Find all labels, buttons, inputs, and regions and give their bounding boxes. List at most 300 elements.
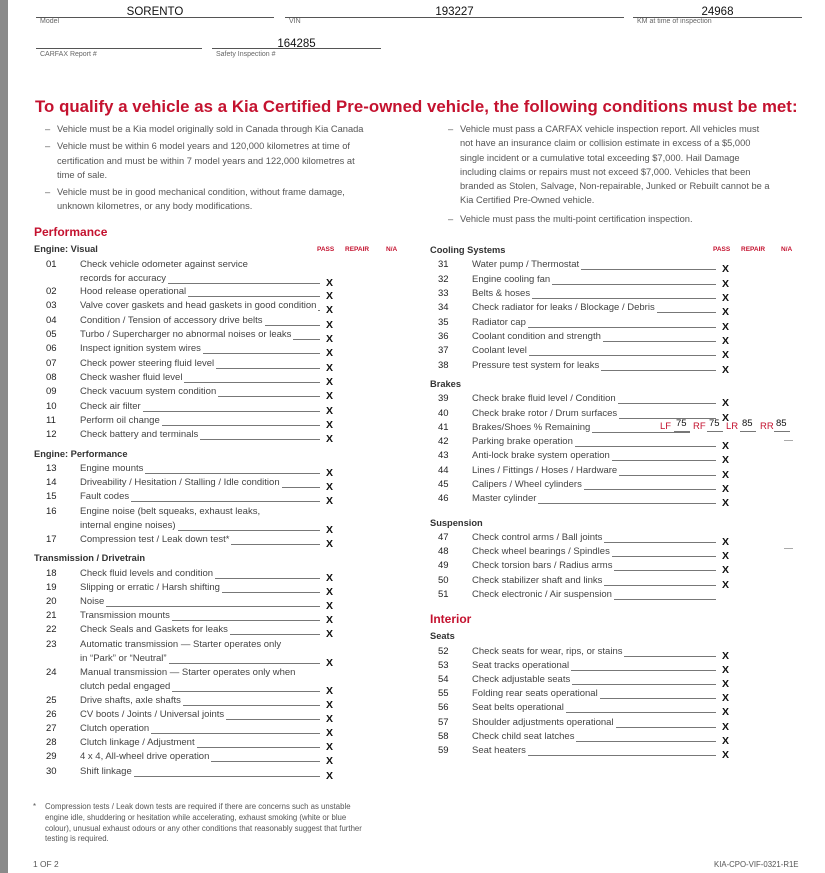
pass-check-mark[interactable]: X (326, 481, 334, 493)
col-repair-right: REPAIR (741, 246, 766, 253)
item-number: 41 (438, 422, 449, 433)
fill-line (106, 606, 320, 607)
pass-check-mark[interactable]: X (722, 650, 730, 662)
model-field[interactable] (36, 6, 274, 28)
item-number: 52 (438, 646, 449, 657)
pass-check-mark[interactable]: X (722, 497, 730, 509)
item-number: 56 (438, 702, 449, 713)
checklist-item-38 (438, 359, 734, 376)
checklist-item-58 (438, 730, 734, 747)
fill-line (592, 432, 690, 433)
fill-line (215, 578, 320, 579)
item-label: Check adjustable seats (472, 674, 571, 685)
pass-check-mark[interactable]: X (722, 536, 730, 548)
checklist-item-04 (46, 314, 338, 331)
pass-check-mark[interactable]: X (326, 405, 334, 417)
item-label: Check stabilizer shaft and links (472, 575, 603, 586)
checklist-item-56 (438, 701, 734, 718)
checklist-item-51 (438, 588, 734, 602)
pass-check-mark[interactable]: X (326, 755, 334, 767)
col-repair-left: REPAIR (345, 246, 370, 253)
pass-check-mark[interactable]: X (326, 495, 334, 507)
pass-check-mark[interactable]: X (326, 656, 334, 669)
item-number: 21 (46, 610, 57, 621)
dash-bullet: – (448, 124, 454, 134)
checklist-item-22 (46, 623, 338, 640)
condition-item (446, 212, 806, 226)
pass-check-mark[interactable]: X (326, 290, 334, 302)
fill-line (222, 592, 320, 593)
item-label: Lines / Fittings / Hoses / Hardware (472, 465, 618, 476)
pass-check-mark[interactable]: X (722, 335, 730, 347)
viewer-left-border (0, 0, 8, 873)
pass-check-mark[interactable]: X (326, 276, 334, 289)
fill-line (293, 339, 320, 340)
item-label: Check power steering fluid level (80, 358, 215, 369)
footnote-line: Compression tests / Leak down tests are required if there are concerns such as unstable (45, 802, 351, 811)
fill-line (188, 296, 320, 297)
pass-check-mark[interactable]: X (326, 304, 334, 316)
checklist-item-54 (438, 673, 734, 690)
checklist-item-41 (438, 421, 734, 435)
item-label: Hood release operational (80, 286, 187, 297)
item-number: 29 (46, 751, 57, 762)
pass-check-mark[interactable]: X (326, 333, 334, 345)
checklist-item-36 (438, 330, 734, 347)
pass-check-mark[interactable]: X (722, 550, 730, 562)
item-number: 34 (438, 302, 449, 313)
fill-line (601, 370, 716, 371)
brake-percent-value[interactable]: 85 (742, 418, 753, 429)
item-label: Coolant condition and strength (472, 331, 601, 342)
fill-line (231, 544, 320, 545)
brake-percent-underline (774, 431, 790, 432)
checklist-item-29 (46, 750, 338, 767)
pass-check-mark[interactable]: X (326, 390, 334, 402)
pass-check-mark[interactable]: X (722, 321, 730, 333)
checklist-item-03 (46, 299, 338, 316)
footnote-marker: * (33, 802, 37, 811)
item-label: Check radiator for leaks / Blockage / Debris (472, 302, 655, 313)
pass-check-mark[interactable]: X (722, 579, 730, 591)
pass-check-mark[interactable]: X (326, 319, 334, 331)
item-label: Check washer fluid level (80, 372, 183, 383)
conditions-right (446, 122, 806, 230)
fill-line (200, 439, 320, 440)
item-number: 11 (46, 415, 56, 426)
item-label: Inspect ignition system wires (80, 343, 201, 354)
item-number: 47 (438, 532, 449, 543)
fill-line (197, 747, 320, 748)
checklist-item-21 (46, 609, 338, 626)
fill-line (532, 298, 716, 299)
item-label: Shift linkage (80, 766, 132, 777)
fill-line (151, 733, 320, 734)
item-label: Master cylinder (472, 493, 537, 504)
fill-line (282, 487, 320, 488)
model-underline (36, 17, 274, 18)
qualification-headline: To qualify a vehicle as a Kia Certified Pre-owned vehicle, the following conditions must be met: (35, 97, 798, 116)
item-label: Check brake rotor / Drum surfaces (472, 408, 618, 419)
safety-label: Safety Inspection # (216, 51, 276, 58)
km-field[interactable] (633, 6, 802, 28)
pass-check-mark[interactable]: X (326, 713, 334, 725)
fill-line (604, 585, 716, 586)
safety-field[interactable] (212, 38, 381, 60)
fill-line (134, 776, 320, 777)
fill-line (576, 741, 716, 742)
item-number: 33 (438, 288, 449, 299)
pass-check-mark[interactable]: X (722, 412, 730, 424)
brake-percent-underline (707, 431, 723, 432)
item-number: 04 (46, 315, 57, 326)
brake-position-label: LR (726, 421, 739, 432)
checklist-item-13 (46, 462, 338, 479)
item-label: Brakes/Shoes % Remaining (472, 422, 591, 433)
item-label: Parking brake operation (472, 436, 573, 447)
pass-check-mark[interactable]: X (722, 292, 730, 304)
item-number: 46 (438, 493, 449, 504)
fill-line (145, 473, 320, 474)
pass-check-mark[interactable]: X (722, 397, 730, 409)
fill-line (265, 325, 320, 326)
pass-check-mark[interactable]: X (326, 433, 334, 445)
condition-text: single incident or a cumulative total exceeding $7,000. Hail Damage (460, 152, 740, 163)
checklist-item-35 (438, 316, 734, 333)
checklist-item-01 (46, 258, 338, 289)
form-code: KIA-CPO-VIF-0321-R1E (714, 860, 799, 869)
item-label: Engine mounts (80, 463, 144, 474)
fill-line (318, 310, 320, 311)
pass-check-mark[interactable]: X (722, 678, 730, 690)
checklist-item-52 (438, 645, 734, 662)
fill-line (226, 719, 320, 720)
item-label: in “Park” or “Neutral” (80, 652, 167, 664)
fill-line (172, 691, 320, 692)
safety-value: 164285 (277, 38, 316, 50)
item-number: 59 (438, 745, 449, 756)
fill-line (203, 353, 320, 354)
fill-line (184, 382, 320, 383)
condition-item (446, 122, 806, 208)
pass-check-mark[interactable]: X (326, 586, 334, 598)
pass-check-mark[interactable]: X (722, 692, 730, 704)
pass-check-mark[interactable]: X (722, 306, 730, 318)
brake-percent-underline (674, 431, 690, 432)
dash-bullet: – (45, 187, 51, 198)
item-number: 42 (438, 436, 449, 447)
item-label: Coolant level (472, 345, 527, 356)
checklist-item-16 (46, 505, 338, 536)
checklist-item-25 (46, 694, 338, 711)
pass-check-mark[interactable]: X (326, 741, 334, 753)
checklist-item-30 (46, 765, 338, 782)
item-label: Manual transmission — Starter operates only when (80, 667, 296, 678)
pass-check-mark[interactable]: X (326, 572, 334, 584)
pass-check-mark[interactable]: X (722, 278, 730, 290)
item-number: 26 (46, 709, 57, 720)
item-label: Check brake fluid level / Condition (472, 393, 616, 404)
vin-value: 193227 (435, 6, 474, 18)
pass-check-mark[interactable]: X (722, 564, 730, 576)
item-number: 23 (46, 639, 57, 650)
km-value: 24968 (701, 6, 734, 18)
pass-check-mark[interactable]: X (326, 538, 334, 550)
dash-bullet: – (45, 124, 51, 134)
checklist-item-50 (438, 574, 734, 591)
section-interior: Interior (430, 612, 472, 626)
item-label: Check vehicle odometer against service (80, 259, 248, 270)
checklist-item-47 (438, 531, 734, 548)
na-dash-mark (784, 548, 793, 549)
checklist-item-37 (438, 344, 734, 361)
pass-check-mark[interactable]: X (722, 263, 730, 275)
item-label: Engine noise (belt squeaks, exhaust leaks, (80, 506, 261, 517)
group-transmission: Transmission / Drivetrain (34, 553, 146, 563)
pass-check-mark[interactable]: X (326, 699, 334, 711)
section-performance: Performance (34, 225, 108, 239)
item-number: 03 (46, 300, 57, 311)
checklist-item-26 (46, 708, 338, 725)
item-number: 06 (46, 343, 57, 354)
brake-position-label: LF (660, 421, 672, 432)
inspection-form-page (8, 0, 825, 873)
pass-check-mark[interactable]: X (326, 614, 334, 626)
item-number: 12 (46, 429, 57, 440)
item-number: 43 (438, 450, 449, 461)
item-label: Seat tracks operational (472, 660, 570, 671)
item-label: Water pump / Thermostat (472, 259, 580, 270)
item-label: internal engine noises) (80, 519, 176, 531)
pass-check-mark[interactable]: X (326, 727, 334, 739)
item-number: 39 (438, 393, 449, 404)
fill-line (572, 684, 716, 685)
fill-line (230, 634, 320, 635)
item-label: Check torsion bars / Radius arms (472, 560, 613, 571)
item-number: 54 (438, 674, 449, 685)
item-number: 57 (438, 717, 449, 728)
fill-line (178, 530, 320, 531)
fill-line (618, 403, 716, 404)
pass-check-mark[interactable]: X (326, 467, 334, 479)
item-label: Condition / Tension of accessory drive belts (80, 315, 263, 326)
fill-line (612, 556, 716, 557)
checklist-item-02 (46, 285, 338, 302)
pass-check-mark[interactable]: X (326, 347, 334, 359)
checklist-item-11 (46, 414, 338, 431)
item-number: 10 (46, 401, 57, 412)
item-label: Turbo / Supercharger no abnormal noises or leaks (80, 329, 292, 340)
item-number: 49 (438, 560, 449, 571)
checklist-item-20 (46, 595, 338, 612)
pass-check-mark[interactable]: X (722, 706, 730, 718)
checklist-item-17 (46, 533, 338, 550)
item-number: 16 (46, 506, 57, 517)
group-brakes: Brakes (430, 379, 462, 389)
item-label: Pressure test system for leaks (472, 360, 600, 371)
condition-text: time of sale. (57, 169, 108, 180)
pass-check-mark[interactable]: X (722, 349, 730, 361)
fill-line (218, 396, 320, 397)
carfax-field[interactable] (36, 38, 202, 60)
item-label: Seat heaters (472, 745, 526, 756)
fill-line (624, 656, 716, 657)
brake-position-label: RR (760, 421, 774, 432)
pass-check-mark[interactable]: X (722, 440, 730, 452)
item-number: 55 (438, 688, 449, 699)
checklist-item-45 (438, 478, 734, 495)
brake-percent-value[interactable]: 75 (709, 418, 720, 429)
checklist-item-59 (438, 744, 734, 761)
pass-check-mark[interactable]: X (326, 684, 334, 697)
group-engine-performance: Engine: Performance (34, 449, 128, 459)
fill-line (183, 705, 320, 706)
item-label: Slipping or erratic / Harsh shifting (80, 582, 220, 593)
vin-underline (285, 17, 624, 18)
fill-line (538, 503, 716, 504)
footnote-text (45, 802, 362, 845)
item-number: 58 (438, 731, 449, 742)
item-number: 50 (438, 575, 449, 586)
checklist-item-46 (438, 492, 734, 509)
fill-line (168, 283, 320, 284)
pass-check-mark[interactable]: X (722, 483, 730, 495)
fill-line (528, 755, 716, 756)
col-na-left: N/A (386, 246, 398, 253)
item-number: 22 (46, 624, 57, 635)
checklist-item-24 (46, 666, 338, 697)
item-label: Check child seat latches (472, 731, 575, 742)
checklist-item-57 (438, 716, 734, 733)
pass-check-mark[interactable]: X (722, 364, 730, 376)
item-label: Noise (80, 596, 105, 607)
vin-field[interactable] (285, 6, 624, 28)
condition-text: Kia Certified Pre-Owned vehicle. (460, 195, 595, 206)
item-label: Driveability / Hesitation / Stalling / Idle condition (80, 477, 280, 488)
item-number: 08 (46, 372, 57, 383)
pass-check-mark[interactable]: X (722, 749, 730, 761)
fill-line (143, 411, 320, 412)
pass-check-mark[interactable]: X (722, 721, 730, 733)
fill-line (604, 542, 716, 543)
checklist-item-09 (46, 385, 338, 402)
condition-item (43, 185, 403, 214)
condition-text: Vehicle must be within 6 model years and 120,000 kilometres at time of (57, 141, 351, 152)
fill-line (162, 425, 320, 426)
checklist-item-53 (438, 659, 734, 676)
pass-check-mark[interactable]: X (326, 376, 334, 388)
carfax-underline (36, 48, 202, 49)
fill-line (612, 460, 716, 461)
condition-text: Vehicle must be in good mechanical condition, without frame damage, (57, 187, 345, 198)
item-label: Automatic transmission — Starter operates only (80, 639, 282, 650)
item-label: Belts & hoses (472, 288, 531, 299)
fill-line (529, 355, 716, 356)
item-number: 15 (46, 491, 57, 502)
brake-percent-value[interactable]: 85 (776, 418, 787, 429)
condition-text: not have an insurance claim or collision estimate in excess of a $5,000 (460, 138, 751, 149)
pass-check-mark[interactable]: X (722, 664, 730, 676)
pass-check-mark[interactable]: X (722, 454, 730, 466)
pass-check-mark[interactable]: X (326, 362, 334, 374)
item-number: 24 (46, 667, 57, 678)
col-pass-right: PASS (713, 246, 731, 253)
checklist-item-42 (438, 435, 734, 452)
item-number: 35 (438, 317, 449, 328)
pass-check-mark[interactable]: X (722, 469, 730, 481)
item-number: 20 (46, 596, 57, 607)
item-label: Clutch linkage / Adjustment (80, 737, 195, 748)
item-label: Compression test / Leak down test* (80, 534, 230, 545)
pass-check-mark[interactable]: X (722, 735, 730, 747)
checklist-item-06 (46, 342, 338, 359)
pass-check-mark[interactable]: X (326, 770, 334, 782)
conditions-left (43, 122, 403, 217)
item-label: Anti-lock brake system operation (472, 450, 610, 461)
pass-check-mark[interactable]: X (326, 628, 334, 640)
item-number: 45 (438, 479, 449, 490)
item-number: 31 (438, 259, 449, 270)
checklist-item-31 (438, 258, 734, 275)
item-number: 38 (438, 360, 449, 371)
fill-line (657, 312, 716, 313)
condition-text: unknown kilometres, or any body modifications. (57, 201, 253, 212)
checklist-item-12 (46, 428, 338, 445)
condition-item (43, 139, 403, 182)
vin-label: VIN (289, 18, 301, 25)
pass-check-mark[interactable]: X (326, 600, 334, 612)
fill-line (616, 727, 716, 728)
safety-underline (212, 48, 381, 49)
group-engine-visual: Engine: Visual (34, 244, 98, 254)
pass-check-mark[interactable]: X (326, 523, 334, 536)
dash-bullet: – (448, 213, 454, 224)
condition-text: Vehicle must pass the multi-point certification inspection. (460, 213, 693, 224)
footnote-line: testing is required. (45, 834, 109, 844)
item-label: Radiator cap (472, 317, 526, 328)
condition-item (43, 122, 403, 136)
group-suspension: Suspension (430, 518, 483, 528)
item-number: 19 (46, 582, 57, 593)
checklist-item-28 (46, 736, 338, 753)
item-number: 44 (438, 465, 449, 476)
item-number: 27 (46, 723, 57, 734)
item-label: Folding rear seats operational (472, 688, 598, 699)
item-number: 37 (438, 345, 449, 356)
item-number: 40 (438, 408, 449, 419)
item-label: Check electronic / Air suspension (472, 589, 612, 600)
item-label: Check Seals and Gaskets for leaks (80, 624, 228, 635)
fill-line (600, 698, 716, 699)
checklist-item-10 (46, 400, 338, 417)
item-label: Perform oil change (80, 415, 160, 426)
pass-check-mark[interactable]: X (326, 419, 334, 431)
item-number: 13 (46, 463, 57, 474)
item-number: 17 (46, 534, 57, 545)
item-label: Seat belts operational (472, 702, 564, 713)
col-pass-left: PASS (317, 246, 335, 253)
item-number: 05 (46, 329, 57, 340)
checklist-item-33 (438, 287, 734, 304)
fill-line (552, 284, 716, 285)
item-label: Check seats for wear, rips, or stains (472, 646, 623, 657)
checklist-item-27 (46, 722, 338, 739)
checklist-item-34 (438, 301, 734, 318)
fill-line (603, 341, 716, 342)
brake-percent-value[interactable]: 75 (676, 418, 687, 429)
item-number: 51 (438, 589, 449, 600)
item-number: 36 (438, 331, 449, 342)
